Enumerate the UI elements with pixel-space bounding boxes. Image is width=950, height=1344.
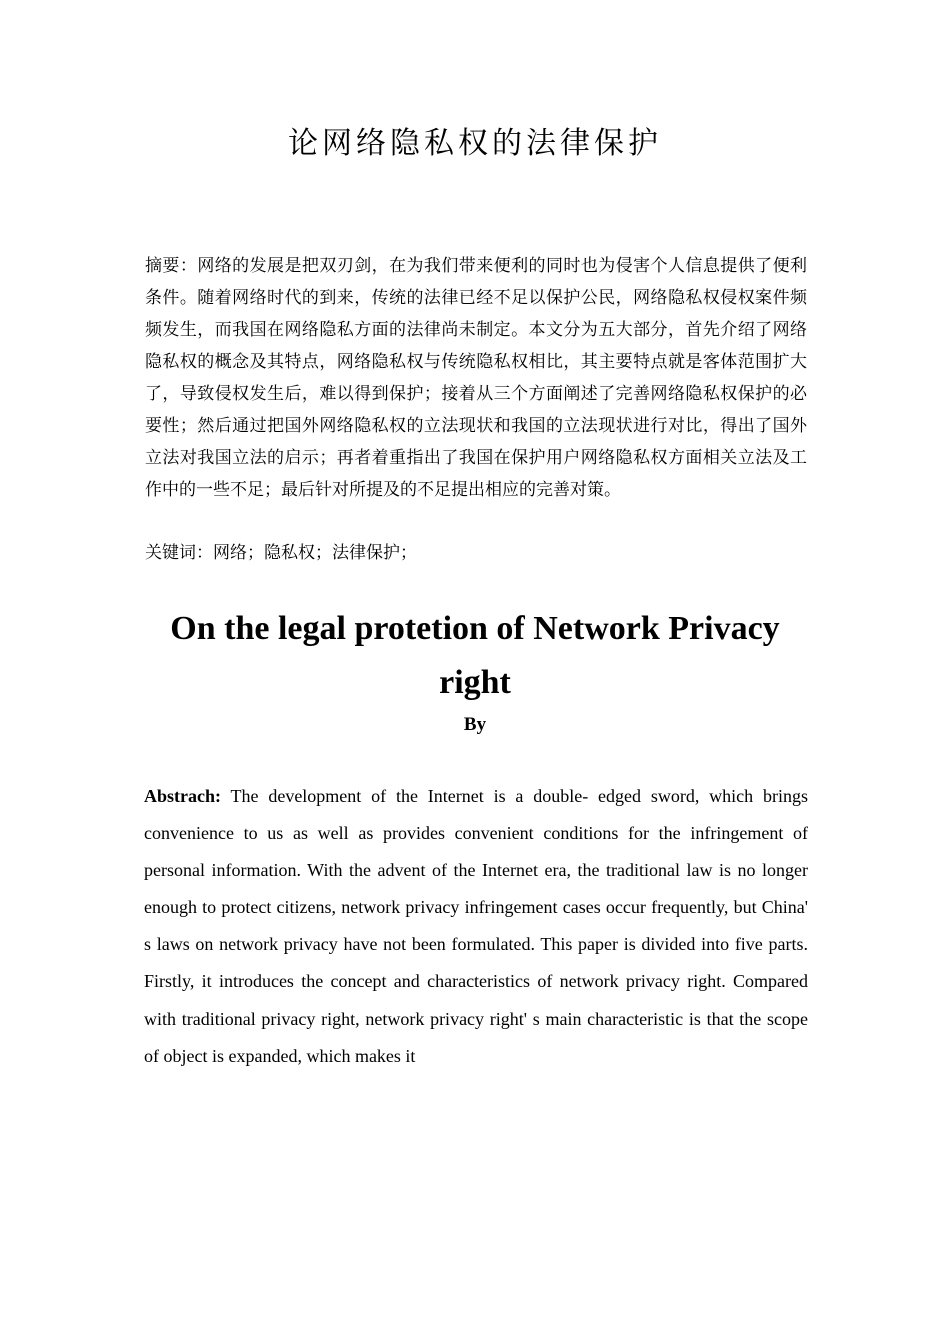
- chinese-keywords: [145, 538, 807, 568]
- chinese-title: 论网络隐私权的法律保护: [288, 126, 662, 161]
- chinese-keywords-label: 关键词：: [145, 543, 213, 563]
- english-abstract: [144, 778, 808, 1075]
- chinese-abstract-text: 网络的发展是把双刃剑，在为我们带来便利的同时也为侵害个人信息提供了便利条件。随着网络时代的到来，传统的法律已经不足以保护公民，网络隐私权侵权案件频频发生，而我国在网络隐私方面的法律尚未制定。本文分为五大部分，首先介绍了网络隐私权的概念及其特点，网络隐私权与传统隐私权相比，其主要特点就是客体范围扩大了，导致侵权发生后，难以得到保护；接着从三个方面阐述了完善网络隐私权保护的必要性；然后通过把国外网络隐私权的立法现状和我国的立法现状进行对比，得出了国外立法对我国立法的启示；再者着重指出了我国在保护用户网络隐私权方面相关立法及工作中的一些不足；最后针对所提及的不足提出相应的完善对策。: [145, 256, 808, 500]
- chinese-abstract-label: 摘要：: [145, 256, 198, 276]
- english-byline: By: [463, 714, 487, 735]
- english-abstract-label: Abstrach:: [144, 786, 221, 806]
- english-abstract-text: The development of the Internet is a double- edged sword, which brings convenience to us as well as provides convenient conditions for the infringement of personal information. With the advent of the Internet era, the traditional law is no longer enough to protect citizens, network privacy infringement cases occur frequently, but China' s laws on network privacy have not been formulated. This paper is divided into five parts. Firstly, it introduces the concept and characteristics of network privacy right. Compared with traditional privacy right, network privacy right' s main characteristic is that the scope of object is expanded, which makes it: [144, 786, 808, 1066]
- chinese-keywords-text: 网络；隐私权；法律保护；: [213, 543, 417, 563]
- english-title: On the legal protetion of Network Privacy right: [170, 610, 780, 701]
- chinese-abstract: [145, 250, 807, 506]
